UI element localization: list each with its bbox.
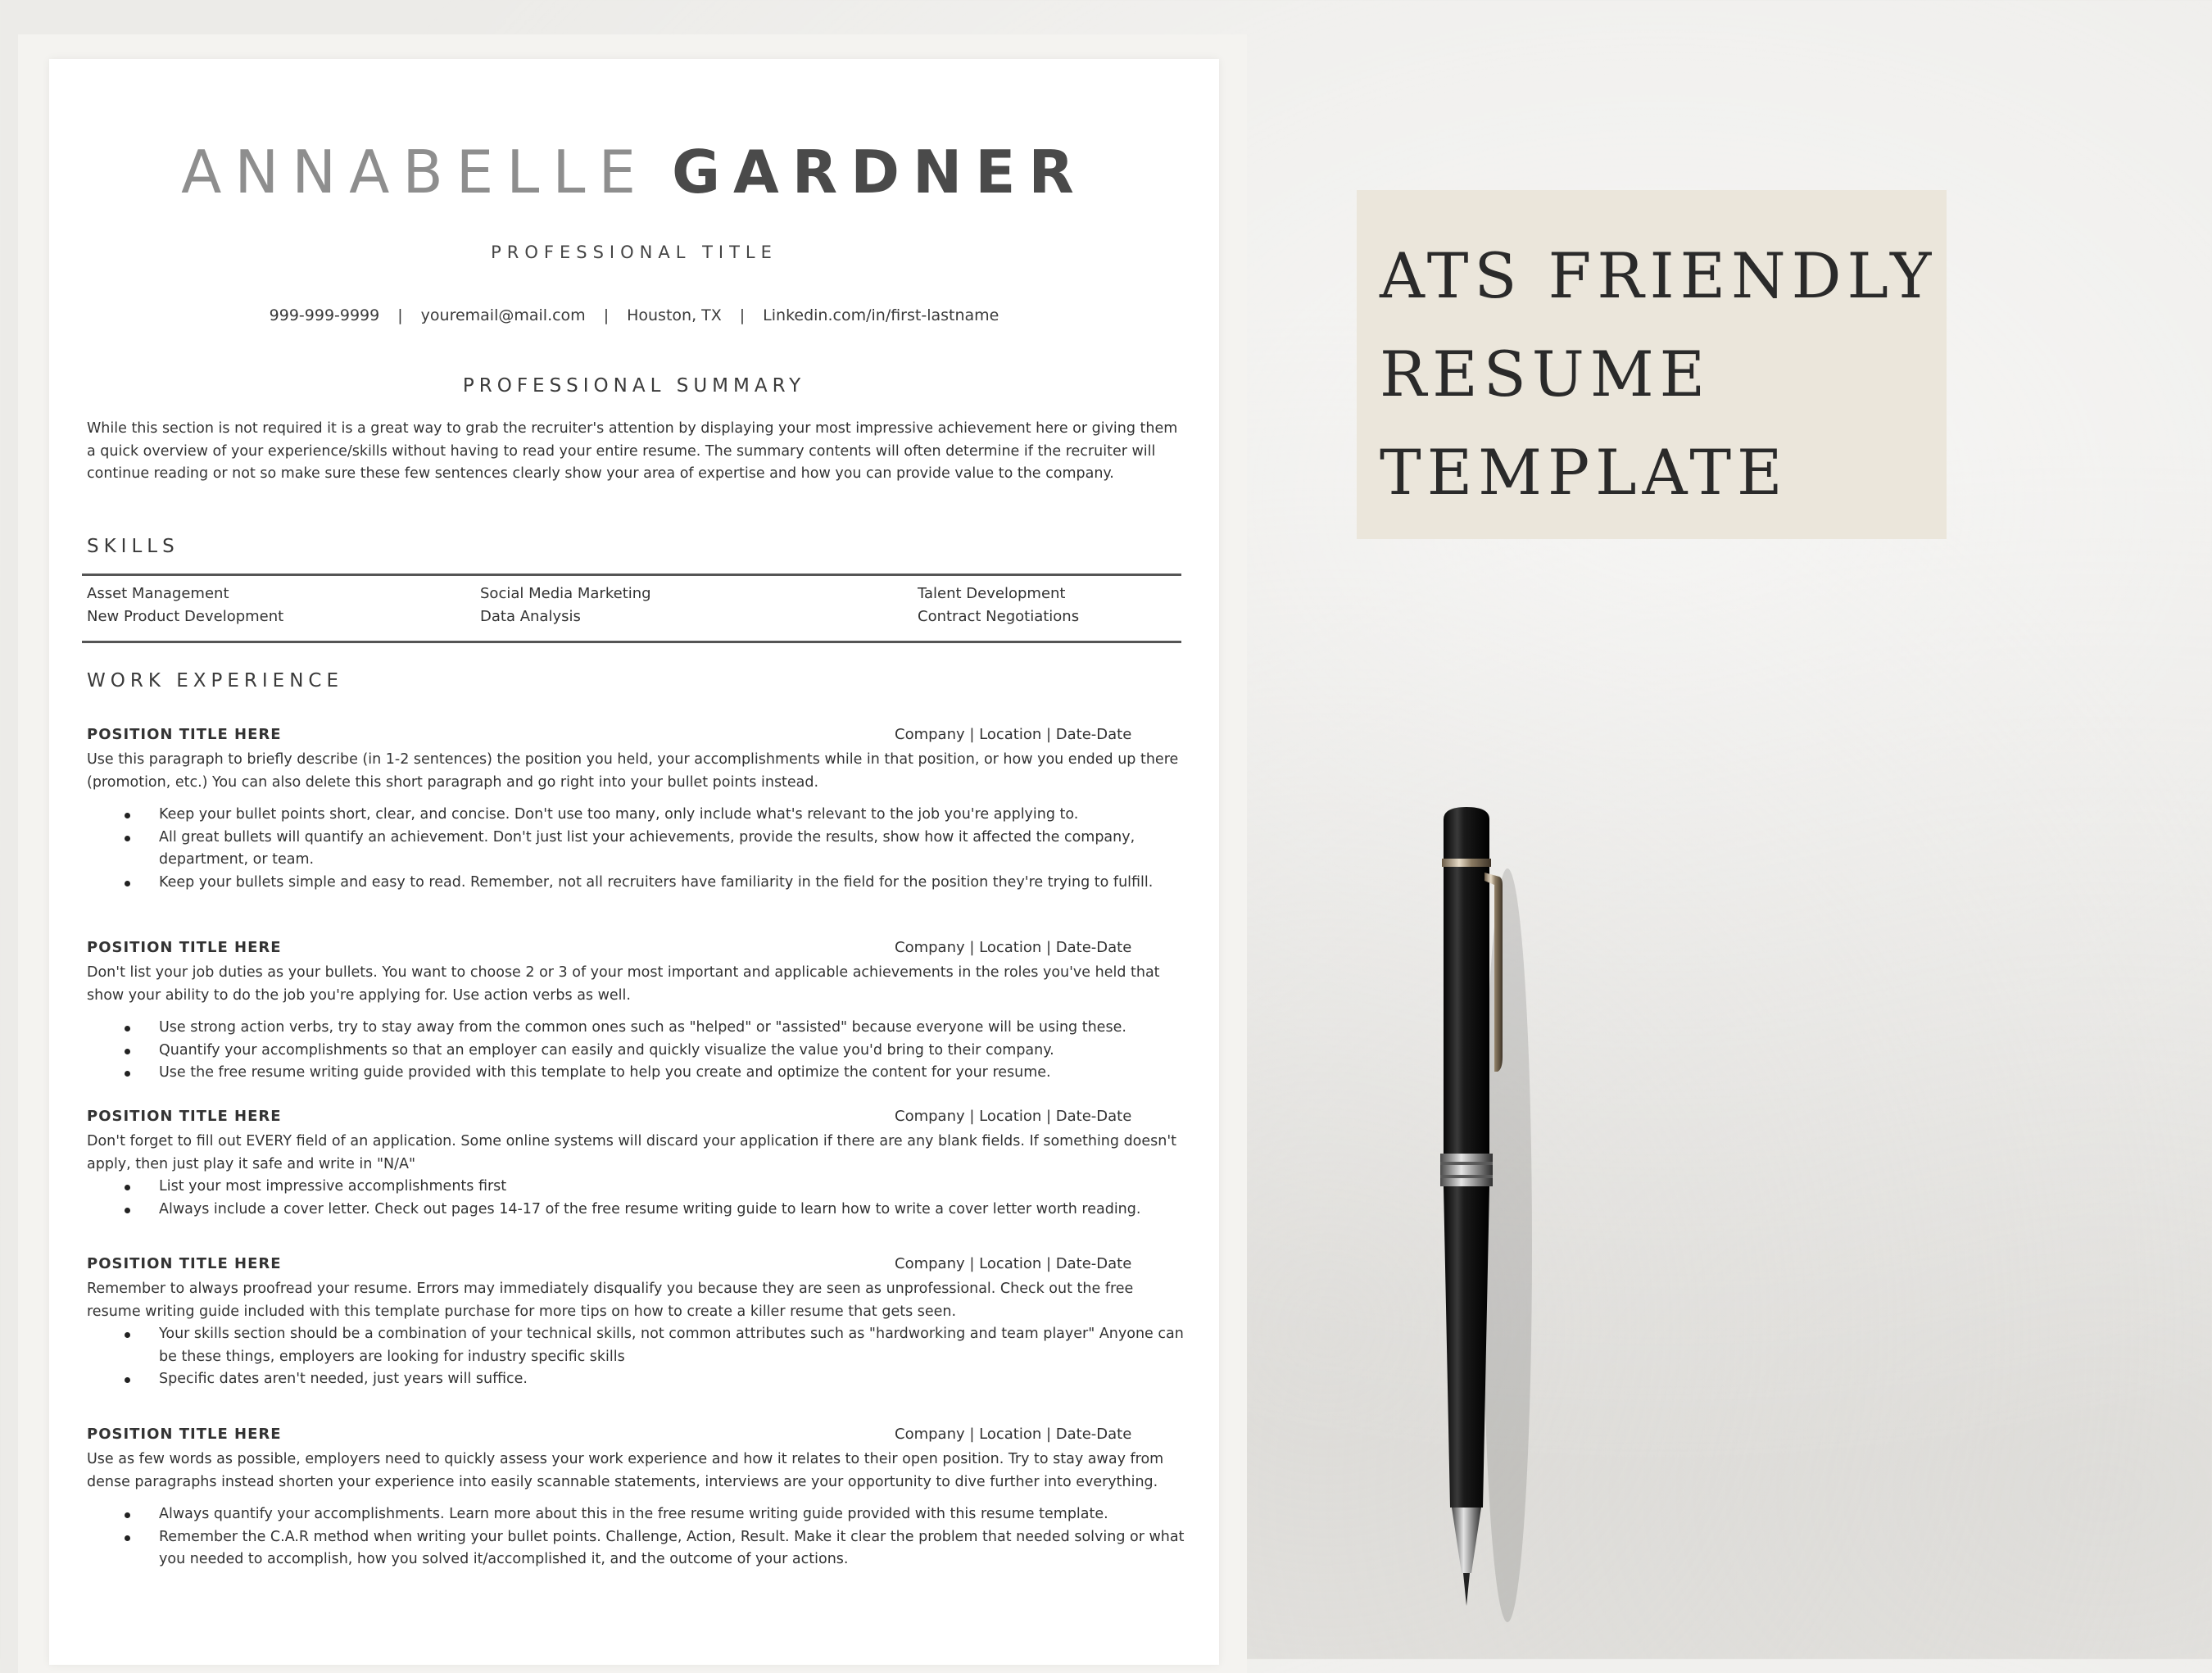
job-bullets xyxy=(87,1176,1209,1221)
bullet-item: Keep your bullet points short, clear, and concise. Don't use too many, only include what's relevant to the job you're applying to. xyxy=(87,804,1186,827)
summary-heading: PROFESSIONAL SUMMARY xyxy=(462,375,806,397)
contact-email: youremail@mail.com xyxy=(420,306,586,324)
job-entry xyxy=(87,1426,1209,1571)
job-meta: Company | Location | Date-Date xyxy=(895,726,1132,743)
bullet-item: Always include a cover letter. Check out pages 14-17 of the free resume writing guide to learn how to write a cover letter worth reading. xyxy=(87,1199,1186,1222)
skills-top-rule xyxy=(82,574,1181,576)
job-title: POSITION TITLE HERE xyxy=(87,726,282,743)
contact-line xyxy=(49,306,1219,324)
skill-item: Data Analysis xyxy=(480,608,581,625)
name-last: GARDNER xyxy=(671,138,1087,206)
ats-badge xyxy=(1357,190,1947,539)
bullet-item: Always quantify your accomplishments. Learn more about this in the free resume writing guide provided with this resume template. xyxy=(87,1503,1186,1526)
job-description: Don't forget to fill out EVERY field of an application. Some online systems will discard your application if there are any blank fields. If something doesn't apply, then just play it safe and write in "N/A" xyxy=(87,1133,1177,1172)
job-meta: Company | Location | Date-Date xyxy=(895,939,1132,956)
job-bullets xyxy=(87,804,1209,894)
professional-title: PROFESSIONAL TITLE xyxy=(491,243,777,262)
job-meta: Company | Location | Date-Date xyxy=(895,1255,1132,1272)
job-title: POSITION TITLE HERE xyxy=(87,939,282,956)
work-heading: WORK EXPERIENCE xyxy=(87,670,344,691)
job-title: POSITION TITLE HERE xyxy=(87,1255,282,1272)
skill-item: New Product Development xyxy=(87,608,284,625)
bullet-item: Keep your bullets simple and easy to read. Remember, not all recruiters have familiarity in the field for the position they're trying to fulfill. xyxy=(87,872,1186,895)
job-meta: Company | Location | Date-Date xyxy=(895,1108,1132,1125)
summary-text: While this section is not required it is a great way to grab the recruiter's attention by displaying your most impressive achievement here or giving them a quick overview of your experience/skills without having to read your entire resume. The summary contents will often determine if the recruiter will continue reading or not so make sure these few sentences clearly show your area of expertise and how you can provide value to the company. xyxy=(87,420,1178,482)
contact-separator: | xyxy=(739,306,746,324)
contact-separator: | xyxy=(397,306,403,324)
job-bullets xyxy=(87,1017,1209,1085)
job-description: Remember to always proofread your resume. Errors may immediately disqualify you because they are seen as unprofessional. Check out the free resume writing guide included with this template purchase for more tips on how to create a killer resume that gets seen. xyxy=(87,1281,1134,1320)
job-description: Use this paragraph to briefly describe (in 1-2 sentences) the position you held, your accomplishments while in that position, or how you ended up there (promotion, etc.) You can also delete this short paragraph and go right into your bullet points instead. xyxy=(87,751,1179,791)
skills-bottom-rule xyxy=(82,641,1181,643)
bullet-item: Your skills section should be a combination of your technical skills, not common attributes such as "hardworking and team player" Anyone can be these things, employers are looking for industry specific skills xyxy=(87,1323,1186,1368)
bullet-item: List your most impressive accomplishments first xyxy=(87,1176,1186,1199)
bullet-item: All great bullets will quantify an achievement. Don't just list your achievements, provide the results, show how it affected the company, department, or team. xyxy=(87,827,1186,872)
contact-linkedin: Linkedin.com/in/first-lastname xyxy=(763,306,999,324)
contact-phone: 999-999-9999 xyxy=(269,306,380,324)
job-description: Use as few words as possible, employers need to quickly assess your work experience and how it relates to their open position. Try to stay away from dense paragraphs instead shorten your experience into easily scannable statements, interviews are your opportunity to dive further into everything. xyxy=(87,1451,1164,1490)
bullet-item: Quantify your accomplishments so that an employer can easily and quickly visualize the value you'd bring to their company. xyxy=(87,1040,1186,1063)
resume-page xyxy=(49,59,1219,1665)
bullet-item: Specific dates aren't needed, just years will suffice. xyxy=(87,1368,1186,1391)
job-entry xyxy=(87,1108,1209,1221)
badge-line: RESUME xyxy=(1380,338,1711,410)
job-entry xyxy=(87,939,1209,1085)
skill-item: Contract Negotiations xyxy=(918,608,1080,625)
job-entry xyxy=(87,1255,1209,1391)
skill-item: Asset Management xyxy=(87,585,229,602)
badge-line: ATS FRIENDLY xyxy=(1380,239,1938,312)
candidate-name xyxy=(49,138,1219,206)
bullet-item: Remember the C.A.R method when writing your bullet points. Challenge, Action, Result. Make it clear the problem that needed solving or what you needed to accomplish, how you solved it/accomplished it, and the outcome of your actions. xyxy=(87,1526,1186,1571)
job-bullets xyxy=(87,1503,1209,1571)
badge-line: TEMPLATE xyxy=(1380,436,1788,509)
skills-heading: SKILLS xyxy=(87,536,179,557)
contact-location: Houston, TX xyxy=(627,306,722,324)
job-entry xyxy=(87,726,1209,894)
bullet-item: Use the free resume writing guide provided with this template to help you create and optimize the content for your resume. xyxy=(87,1062,1186,1085)
job-title: POSITION TITLE HERE xyxy=(87,1108,282,1125)
contact-separator: | xyxy=(603,306,610,324)
name-first: ANNABELLE xyxy=(181,138,649,206)
job-title: POSITION TITLE HERE xyxy=(87,1426,282,1443)
pen-icon xyxy=(1393,787,1573,1625)
job-bullets xyxy=(87,1323,1209,1391)
job-meta: Company | Location | Date-Date xyxy=(895,1426,1132,1443)
bullet-item: Use strong action verbs, try to stay away from the common ones such as "helped" or "assisted" because everyone will be using these. xyxy=(87,1017,1186,1040)
job-description: Don't list your job duties as your bullets. You want to choose 2 or 3 of your most important and applicable achievements in the roles you've held that show your ability to do the job you're applying for. Use action verbs as well. xyxy=(87,964,1160,1004)
skill-item: Talent Development xyxy=(918,585,1066,602)
skill-item: Social Media Marketing xyxy=(480,585,651,602)
